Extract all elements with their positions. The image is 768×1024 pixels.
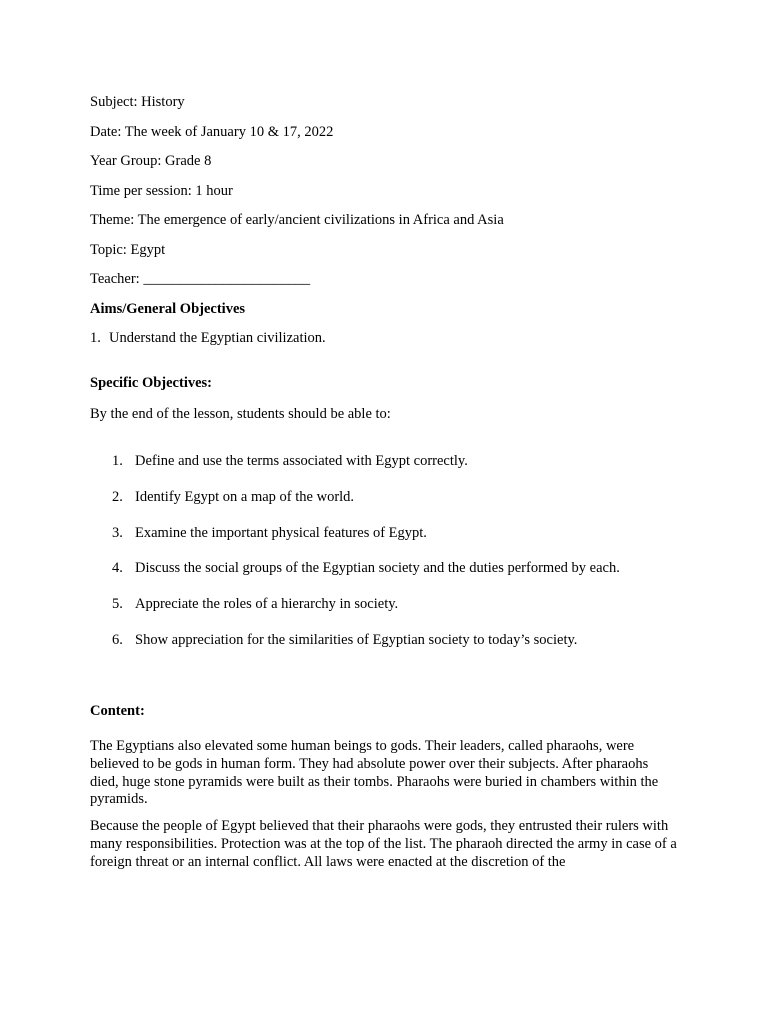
objective-item (90, 489, 680, 505)
objective-text: Examine the important physical features of Egypt. (135, 524, 427, 541)
objective-item (90, 560, 680, 576)
objective-item (90, 596, 680, 612)
objective-number: 2. (112, 488, 123, 505)
objective-number: 5. (112, 596, 123, 613)
objective-text: Define and use the terms associated with Egypt correctly. (135, 453, 468, 469)
objective-number: 3. (112, 524, 123, 541)
time-per-session-line: Time per session: 1 hour (90, 182, 233, 199)
objective-text: Appreciate the roles of a hierarchy in society. (135, 596, 399, 613)
objective-text: Show appreciation for the similarities of Egyptian society to today’s society. (135, 631, 578, 648)
year-group-line: Year Group: Grade 8 (90, 153, 212, 169)
date-line: Date: The week of January 10 & 17, 2022 (90, 123, 334, 140)
aims-item (90, 330, 680, 346)
objective-number: 4. (112, 560, 123, 577)
objective-item (90, 525, 680, 541)
objective-number: 6. (112, 631, 123, 648)
topic-line: Topic: Egypt (90, 241, 166, 258)
theme-line: Theme: The emergence of early/ancient civilizations in Africa and Asia (90, 212, 504, 228)
aims-item-text: Understand the Egyptian civilization. (109, 330, 326, 346)
aims-item-number: 1. (90, 330, 101, 346)
specific-objectives-heading: Specific Objectives: (90, 375, 213, 391)
teacher-line: Teacher: _______________________ (90, 271, 311, 287)
objective-text: Identify Egypt on a map of the world. (135, 488, 355, 505)
objectives-list (90, 453, 680, 648)
aims-heading: Aims/General Objectives (90, 300, 246, 317)
objective-number: 1. (112, 453, 123, 469)
objective-text: Discuss the social groups of the Egyptian society and the duties performed by each. (135, 560, 620, 577)
objective-item (90, 453, 680, 469)
document-page (90, 94, 680, 881)
content-paragraph: The Egyptians also elevated some human beings to gods. Their leaders, called pharaohs, were believed to be gods in human form. They had absolute power over their subjects. After pharaohs died, huge stone pyramids were built as their tombs. Pharaohs were buried in chambers within the pyramids. (90, 737, 659, 808)
specific-objectives-intro: By the end of the lesson, students should be able to: (90, 406, 391, 422)
content-heading: Content: (90, 702, 145, 719)
subject-line: Subject: History (90, 94, 185, 110)
content-paragraph: Because the people of Egypt believed that their pharaohs were gods, they entrusted their rulers with many responsibilities. Protection was at the top of the list. The pharaoh directed the army in case of a foreign threat or an internal conflict. All laws were enacted at the discretion of the (90, 818, 677, 870)
objective-item (90, 632, 680, 648)
